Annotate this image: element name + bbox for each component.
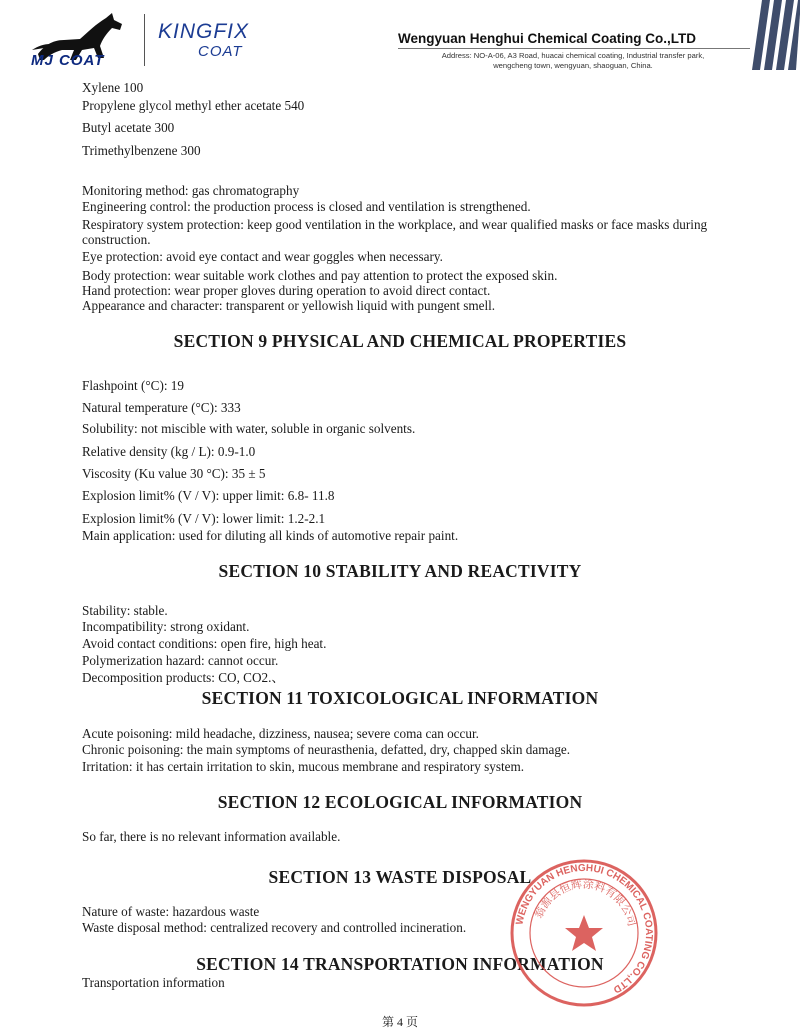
section-12-heading: SECTION 12 ECOLOGICAL INFORMATION [217,792,583,812]
avoid-contact-conditions: Avoid contact conditions: open fire, high heat. [82,636,327,651]
incompatibility: Incompatibility: strong oxidant. [82,619,250,634]
exposure-limit-xylene: Xylene 100 [82,80,144,95]
eye-protection: Eye protection: avoid eye contact and wear goggles when necessary. [82,249,443,264]
mj-coat-wordmark: MJ COAT [31,52,105,69]
respiratory-protection: Respiratory system protection: keep good ventilation in the workplace, and wear qualified masks or face masks during construction. [82,217,708,247]
exposure-limit-butyl-acetate: Butyl acetate 300 [82,120,175,135]
polymerization-hazard: Polymerization hazard: cannot occur. [82,653,279,668]
section-9-heading: SECTION 9 PHYSICAL AND CHEMICAL PROPERTIES [173,331,627,351]
exposure-limit-trimethylbenzene: Trimethylbenzene 300 [82,143,201,158]
coat-wordmark: COAT [198,43,243,60]
company-seal-icon [508,857,660,1009]
viscosity: Viscosity (Ku value 30 °C): 35 ± 5 [82,466,266,481]
nature-of-waste: Nature of waste: hazardous waste [82,904,260,919]
irritation: Irritation: it has certain irritation to skin, mucous membrane and respiratory system. [82,759,525,774]
hand-protection: Hand protection: wear proper gloves during operation to avoid direct contact. [82,283,491,298]
explosion-limit-lower: Explosion limit% (V / V): lower limit: 1.2-2.1 [82,511,326,526]
body-protection: Body protection: wear suitable work clothes and pay attention to protect the exposed skin. [82,268,558,283]
logo-divider [144,14,145,66]
natural-temperature: Natural temperature (°C): 333 [82,400,241,415]
company-address [398,51,748,71]
flashpoint: Flashpoint (°C): 19 [82,378,184,393]
chronic-poisoning: Chronic poisoning: the main symptoms of neurasthenia, defatted, dry, chapped skin damage. [82,742,571,757]
stability: Stability: stable. [82,603,168,618]
company-name: Wengyuan Henghui Chemical Coating Co.,LTD [398,31,697,46]
section-14-heading: SECTION 14 TRANSPORTATION INFORMATION [196,954,604,974]
kingfix-wordmark: KINGFIX [158,20,250,43]
decorative-stripes-icon [752,0,800,70]
address-line-2: wengcheng town, wengyuan, shaoguan, China. [493,61,653,70]
transportation-info: Transportation information [82,975,225,990]
solubility: Solubility: not miscible with water, soluble in organic solvents. [82,421,416,436]
waste-disposal-method: Waste disposal method: centralized recovery and controlled incineration. [82,920,467,935]
seal-inner-textpath: 翁源县恒辉涂料有限公司 [531,877,639,928]
main-application: Main application: used for diluting all kinds of automotive repair paint. [82,528,459,543]
explosion-limit-upper: Explosion limit% (V / V): upper limit: 6.8- 11.8 [82,488,335,503]
section-10-heading: SECTION 10 STABILITY AND REACTIVITY [218,561,582,581]
section-11-heading: SECTION 11 TOXICOLOGICAL INFORMATION [201,688,599,708]
engineering-control: Engineering control: the production process is closed and ventilation is strengthened. [82,199,531,214]
appearance-character: Appearance and character: transparent or yellowish liquid with pungent smell. [82,298,496,313]
exposure-limit-pgmea: Propylene glycol methyl ether acetate 540 [82,98,305,113]
company-rule [398,48,750,49]
section-13-heading: SECTION 13 WASTE DISPOSAL [268,867,532,887]
acute-poisoning: Acute poisoning: mild headache, dizziness, nausea; severe coma can occur. [82,726,479,741]
seal-outer-textpath: WENGYUAN HENGHUI CHEMICAL COATING CO.,LTD [514,862,655,995]
address-line-1: Address: NO-A-06, A3 Road, huacai chemical coating, Industrial transfer park, [441,51,705,60]
relative-density: Relative density (kg / L): 0.9-1.0 [82,444,256,459]
ecological-info: So far, there is no relevant information available. [82,829,341,844]
monitoring-method: Monitoring method: gas chromatography [82,183,300,198]
decomposition-products: Decomposition products: CO, CO2.、 [82,670,285,685]
letterhead [0,0,800,80]
page-number: 第 4 页 [381,1015,418,1029]
